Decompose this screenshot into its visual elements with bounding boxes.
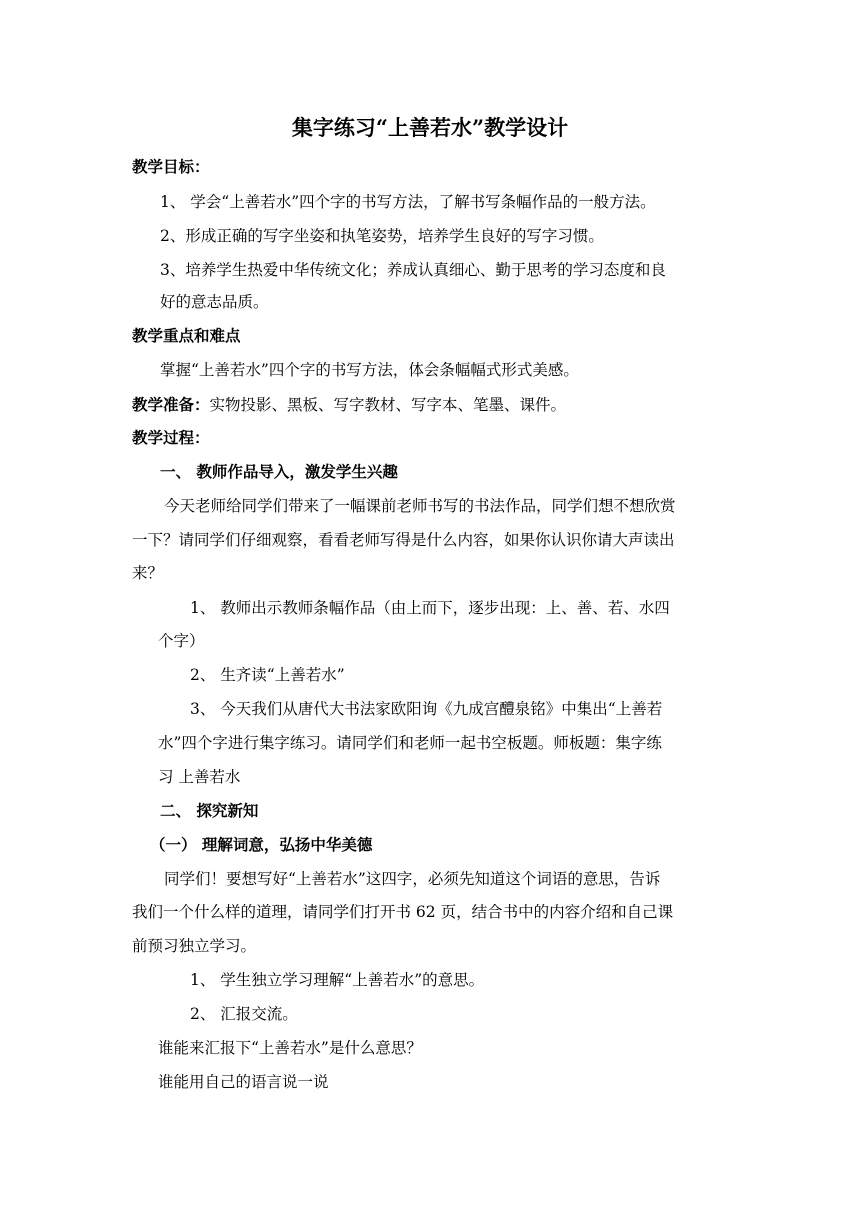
section1-step3-line1: 3、 今天我们从唐代大书法家欧阳询《九成宫醴泉铭》中集出“上善若 (190, 700, 663, 718)
key-points-text: 掌握“上善若水”四个字的书写方法，体会条幅幅式形式美感。 (160, 361, 579, 379)
section2-question2: 谁能用自己的语言说一说 (158, 1073, 329, 1091)
section1-step1-line2: 个字） (158, 632, 205, 650)
section1-paragraph-line3: 来？ (132, 564, 164, 582)
preparation-label: 教学准备： (132, 395, 210, 414)
objective-item-1: 1、 学会“上善若水”四个字的书写方法，了解书写条幅作品的一般方法。 (160, 193, 656, 211)
section1-paragraph-line1: 今天老师给同学们带来了一幅课前老师书写的书法作品，同学们想不想欣赏 (164, 497, 676, 515)
objectives-heading: 教学目标： (132, 157, 210, 176)
section1-step3-line3: 习 上善若水 (158, 768, 241, 786)
section1-step1-line1: 1、 教师出示教师条幅作品（由上而下，逐步出现：上、善、若、水四 (190, 599, 670, 617)
section2-sub1-heading: （一） 理解词意，弘扬中华美德 (150, 835, 373, 854)
preparation-text: 实物投影、黑板、写字教材、写字本、笔墨、课件。 (209, 396, 567, 414)
objective-item-3-line1: 3、培养学生热爱中华传统文化；养成认真细心、勤于思考的学习态度和良 (160, 261, 666, 279)
section2-heading: 二、 探究新知 (160, 801, 259, 820)
section1-step2: 2、 生齐读“上善若水” (190, 666, 345, 684)
document-title: 集字练习“上善若水”教学设计 (291, 115, 569, 140)
section2-paragraph-line3: 前预习独立学习。 (132, 937, 257, 955)
section2-paragraph-line2: 我们一个什么样的道理，请同学们打开书 62 页，结合书中的内容介绍和自己课 (132, 903, 674, 921)
section1-heading: 一、 教师作品导入，激发学生兴趣 (160, 462, 398, 481)
preparation-line (132, 388, 566, 422)
section2-question1: 谁能来汇报下“上善若水”是什么意思？ (158, 1039, 422, 1057)
objective-item-3-line2: 好的意志品质。 (160, 293, 269, 311)
process-heading: 教学过程： (132, 428, 210, 447)
section2-paragraph-line1: 同学们！要想写好“上善若水”这四字，必须先知道这个词语的意思，告诉 (164, 870, 661, 888)
section2-step1: 1、 学生独立学习理解“上善若水”的意思。 (190, 971, 485, 989)
objective-item-2: 2、形成正确的写字坐姿和执笔姿势，培养学生良好的写字习惯。 (160, 227, 604, 245)
section2-step2: 2、 汇报交流。 (190, 1005, 298, 1023)
key-points-heading: 教学重点和难点 (132, 326, 241, 345)
section1-paragraph-line2: 一下？请同学们仔细观察，看看老师写得是什么内容，如果你认识你请大声读出 (132, 531, 675, 549)
section1-step3-line2: 水”四个字进行集字练习。请同学们和老师一起书空板题。师板题：集字练 (158, 734, 662, 752)
